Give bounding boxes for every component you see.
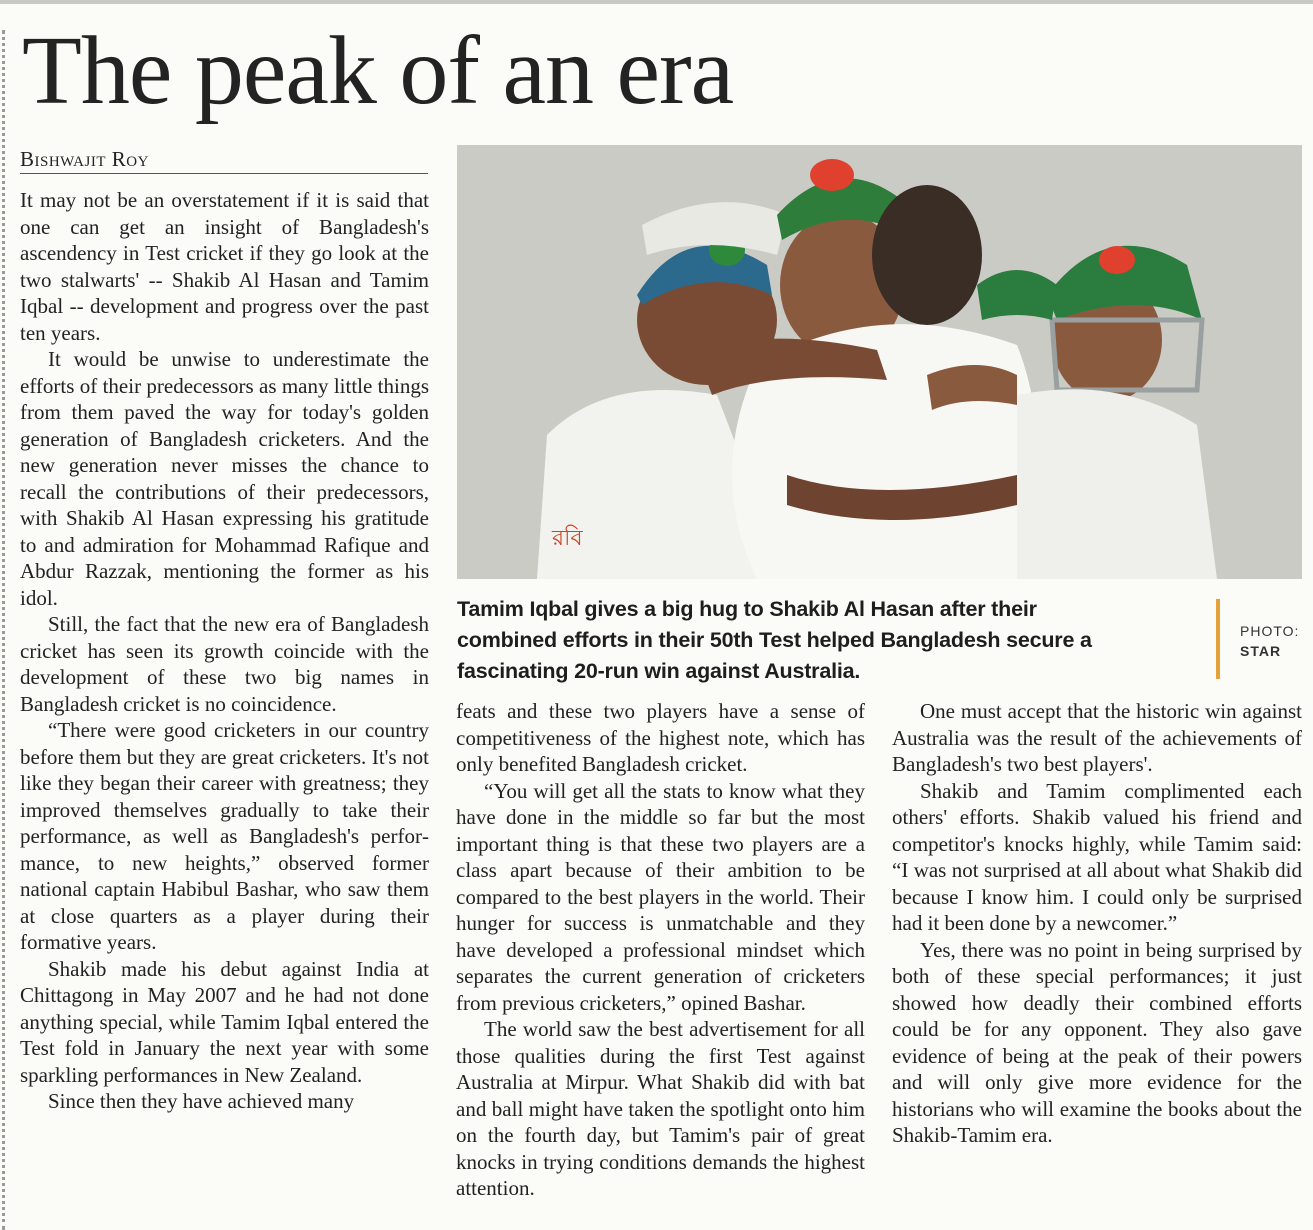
paragraph: feats and these two players have a sense of competitiveness of the highest note, which has only benefited Bangladesh cricket. [456, 699, 865, 776]
top-rule [0, 0, 1313, 4]
cricketers-hug-photo [457, 145, 1302, 579]
paragraph: “There were good cricketers in our country before them but they are great cricketers. It's not like they began their career with greatness; they improved themselves gradually to take their performance, as well as Bangladesh's performance, to new heights,” observed former national captain Habibul Bashar, who saw them at close quarters as a player during their formative years. [20, 718, 429, 954]
article-column-2 [456, 698, 865, 1202]
article-column-3 [892, 698, 1302, 1149]
paragraph: Still, the fact that the new era of Bangladesh cricket has seen its growth coincide with the development of these two big names in Bangladesh cricket is no coincidence. [20, 612, 429, 716]
paragraph: Yes, there was no point in being surprised by both of these special performances; it just showed how deadly their combined efforts could be for any opponent. They also gave evidence of being at the peak of their powers and will only give more evidence for the historians who will examine the books about the Shakib-Tamim era. [892, 937, 1302, 1147]
article-column-1 [20, 187, 429, 1115]
paragraph: One must accept that the historic win against Australia was the result of the achievements of Bangladesh's two best players'. [892, 699, 1302, 776]
photo-credit-source: STAR [1240, 643, 1282, 659]
paragraph: Shakib made his debut against India at Chittagong in May 2007 and he had not done anything special, while Tamim Iqbal entered the Test fold in January the next year with some sparkling performances in New Zealand. [20, 956, 429, 1087]
paragraph: “You will get all the stats to know what they have done in the middle so far but the most important thing is that these two players are a class apart because of their ambition to be compared to the best players in the world. Their hunger for success is unmatchable and they have developed a professional mindset which separates the current generation of cricketers from previous cricketers,” opined Bashar. [456, 778, 865, 1015]
byline-author: Bishwajit Roy [20, 147, 149, 171]
news-photo [457, 145, 1302, 579]
paragraph: Shakib and Tamim complimented each others' efforts. Shakib valued his friend and competitor's knocks highly, while Tamim said: “I was not surprised at all about what Shakib did because I know him. I could only be surprised had it been done by a newcomer.” [892, 778, 1302, 935]
paragraph: Since then they have achieved many [48, 1089, 355, 1113]
photo-credit [1240, 621, 1299, 661]
byline [20, 145, 428, 174]
photo-credit-label: PHOTO: [1240, 623, 1300, 639]
paragraph: It may not be an overstatement if it is said that one can get an insight of Bangladesh's ascendency in Test cricket if they go look at the two stalwarts' -- Shakib Al Hasan and Tamim Iqbal -- development and progress over the past ten years. [20, 188, 429, 345]
paragraph: It would be unwise to underestimate the efforts of their predecessors as many little things from them paved the way for today's golden generation of Bangladesh cricketers. And the new generation never misses the chance to recall the contributions of their predecessors, with Shakib Al Hasan expressing his gratitude to and admiration for Mohammad Rafique and Abdur Razzak, mentioning the former as his idol. [20, 347, 429, 610]
photo-caption: Tamim Iqbal gives a big hug to Shakib Al Hasan after their combined efforts in their 50th Test helped Bangladesh secure a fascinating 20-run win against Australia. [457, 597, 1092, 683]
credit-accent-bar [1216, 599, 1220, 679]
dotted-margin-rule [2, 30, 5, 1230]
headline: The peak of an era [22, 17, 734, 125]
paragraph: The world saw the best advertisement for all those qualities during the first Test against Australia at Mirpur. What Shakib did with bat and ball might have taken the spotlight onto him on the fourth day, but Tamim's pair of great knocks in trying conditions demands the highest attention. [456, 1017, 865, 1200]
jersey-sponsor-text: রবি [552, 526, 583, 551]
